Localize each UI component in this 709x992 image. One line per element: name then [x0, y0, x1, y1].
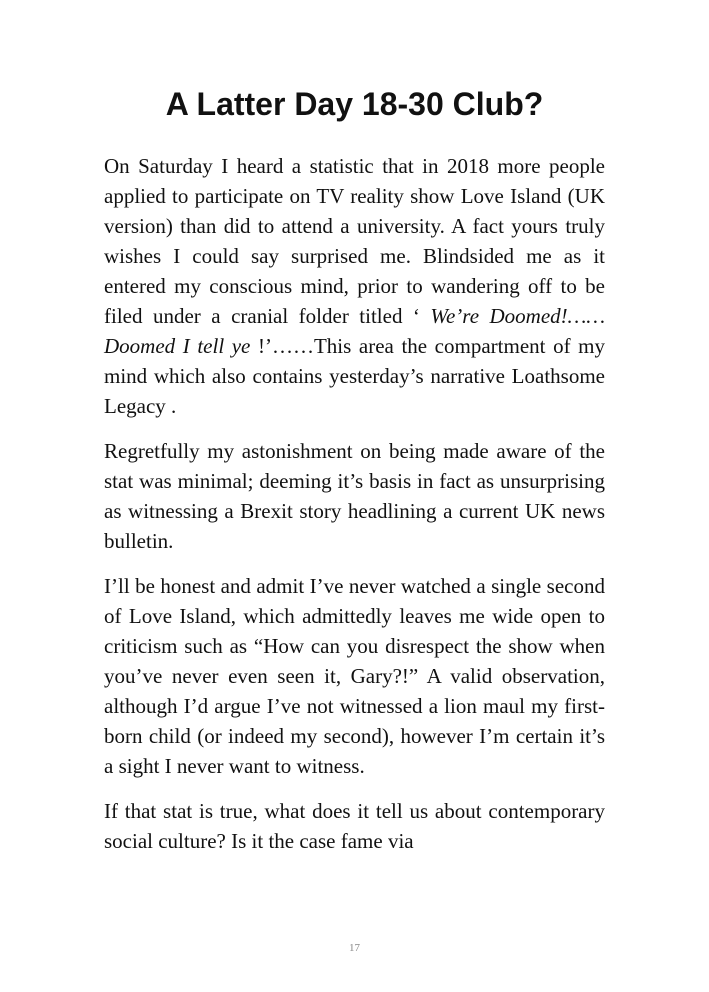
paragraph-1-italic: We’re Doomed!…… Doomed I tell ye [104, 304, 605, 358]
page-number: 17 [349, 942, 360, 954]
paragraph-1 [104, 151, 605, 421]
body-text [104, 151, 605, 871]
paragraph-1-end: !’……This area the compartment of my mind which also contains yesterday’s narrative Loathsome Legacy . [104, 334, 605, 418]
page-title: A Latter Day 18-30 Club? [165, 86, 544, 122]
paragraph-2: Regretfully my astonishment on being made aware of the stat was minimal; deeming it’s basis in fact as unsurprising as witnessing a Brexit story headlining a current UK news bulletin. [104, 439, 605, 553]
paragraph-1-start: On Saturday I heard a statistic that in 2018 more people applied to participate on TV reality show Love Island (UK version) than did to attend a university. A fact yours truly wishes I could say surprised me. Blindsided me as it entered my conscious mind, prior to wandering off to be filed under a cranial folder titled ‘ [104, 154, 605, 328]
paragraph-3: I’ll be honest and admit I’ve never watched a single second of Love Island, which admittedly leaves me wide open to criticism such as “How can you disrespect the show when you’ve never even seen it, Gary?!” A valid observation, although I’d argue I’ve not witnessed a lion maul my first-born child (or indeed my second), however I’m certain it’s a sight I never want to witness. [104, 574, 605, 778]
paragraph-4: If that stat is true, what does it tell us about contemporary social culture? Is it the case fame via [104, 799, 605, 853]
